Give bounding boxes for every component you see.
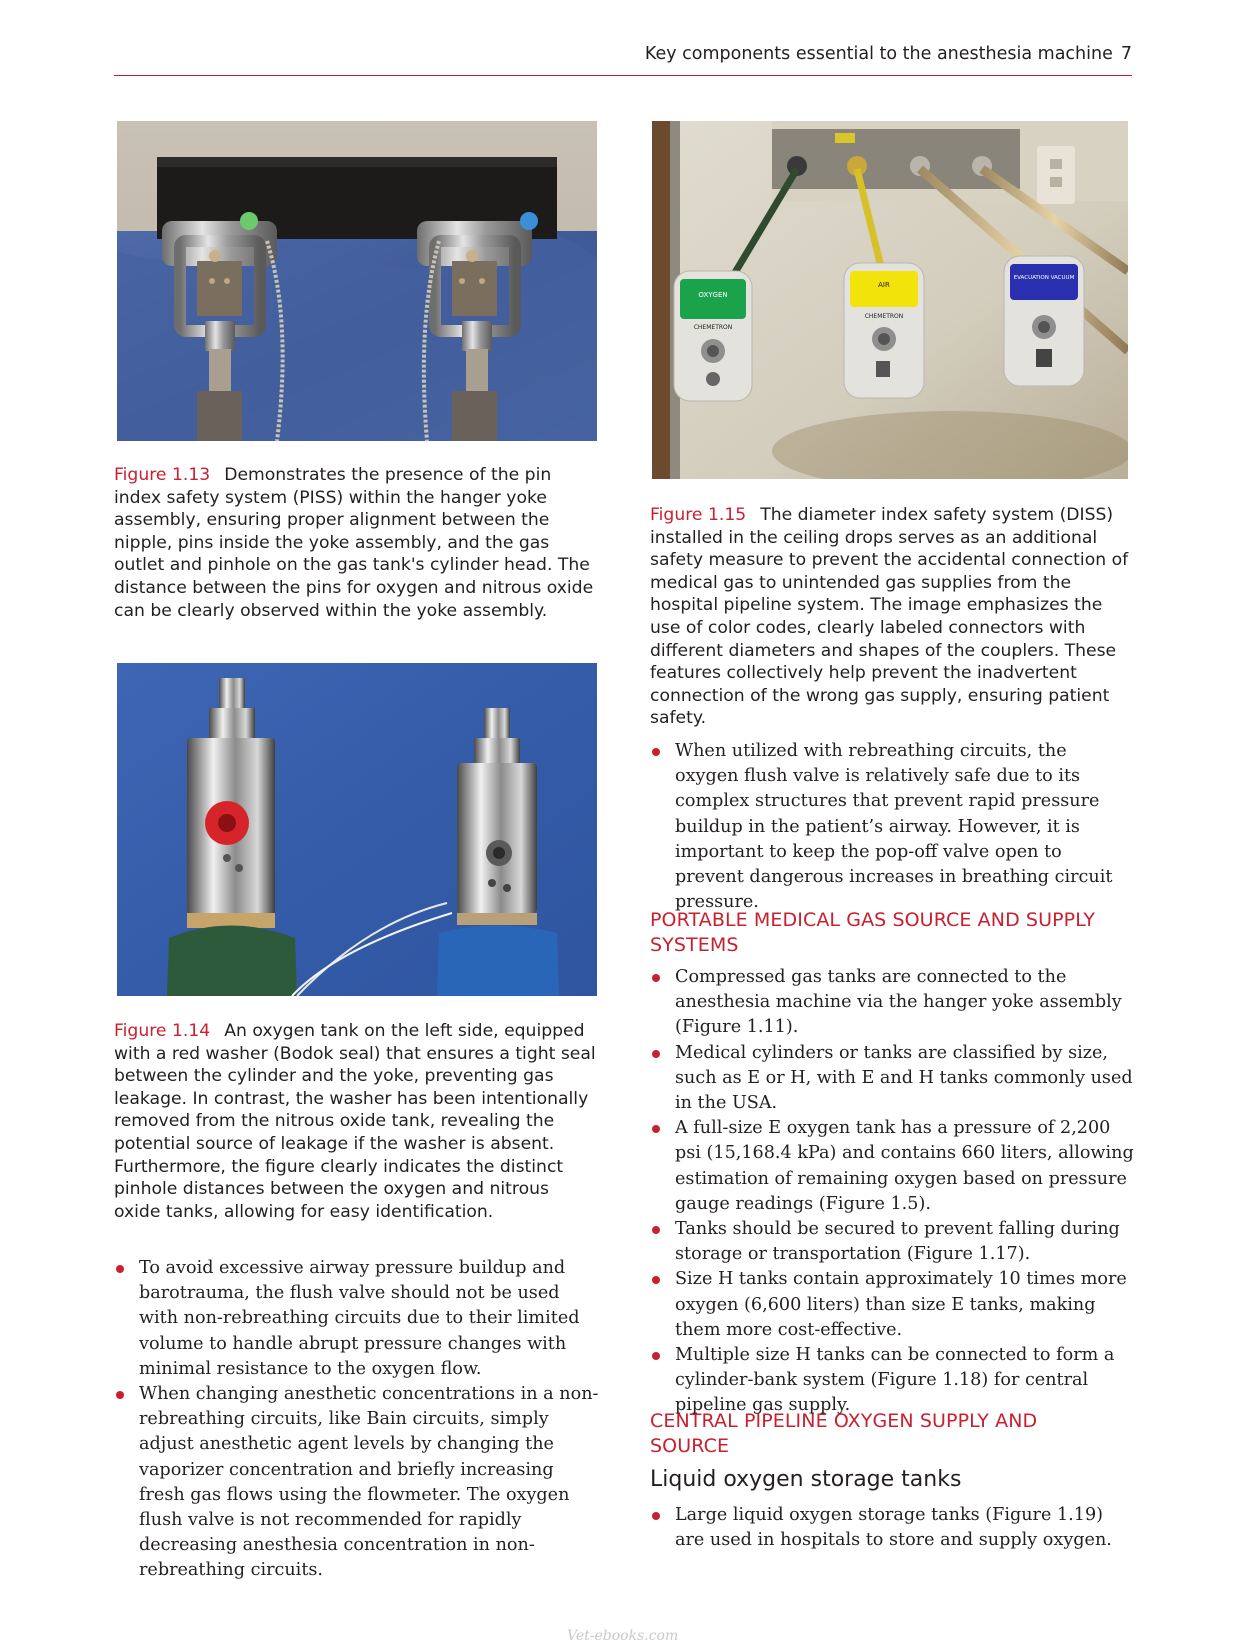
list-item-text: Medical cylinders or tanks are classified by size, such as E or H, with E and H tanks commonly used in the USA.	[675, 1042, 1133, 1114]
page-number: 7	[1120, 44, 1132, 64]
list-item-text: Tanks should be secured to prevent falling during storage or transportation (Figure 1.17).	[675, 1219, 1120, 1265]
oxygen-diss-coupler	[674, 271, 752, 401]
figure-1-13-caption-text: Demonstrates the presence of the pin index safety system (PISS) within the hanger yoke assembly, ensuring proper alignment between the nipple, pins inside the yoke assembly, and the gas outlet and pinhole on the gas tank's cylinder head. The distance between the pins for oxygen and nitrous oxide can be clearly observed within the yoke assembly.	[114, 465, 594, 621]
bullet-icon	[652, 1050, 660, 1058]
air-diss-coupler	[844, 263, 924, 398]
bullet-icon	[116, 1391, 124, 1399]
oxygen-label: OXYGEN	[698, 291, 728, 299]
list-item-text: Multiple size H tanks can be connected to form a cylinder-bank system (Figure 1.18) for central pipeline gas supply.	[675, 1345, 1115, 1416]
running-header	[645, 44, 1132, 64]
bullet-icon	[652, 1276, 660, 1284]
list-item	[650, 1217, 1134, 1267]
section-heading-central-pipeline: CENTRAL PIPELINE OXYGEN SUPPLY AND SOURCE	[650, 1410, 1038, 1457]
bullet-icon	[652, 1226, 660, 1234]
figure-1-14-photo	[117, 663, 597, 996]
running-title: Key components essential to the anesthesia machine	[644, 44, 1113, 64]
figure-1-15-caption	[650, 504, 1136, 730]
bullet-icon	[116, 1265, 124, 1273]
bullet-icon	[652, 974, 660, 982]
figure-1-14-label: Figure 1.14	[114, 1021, 211, 1041]
subheading-liquid-oxygen: Liquid oxygen storage tanks	[650, 1467, 962, 1492]
list-item	[650, 739, 1134, 915]
portable-bullet-list	[650, 965, 1134, 1419]
bullet-icon	[652, 1352, 660, 1360]
header-rule	[114, 75, 1132, 76]
list-item-text: Large liquid oxygen storage tanks (Figure 1.19) are used in hospitals to store and supply oxygen.	[675, 1505, 1112, 1551]
left-bullet-list	[114, 1256, 600, 1584]
bullet-icon	[652, 748, 660, 756]
list-item	[114, 1382, 600, 1584]
figure-1-13-label: Figure 1.13	[114, 465, 211, 485]
list-item	[650, 965, 1134, 1041]
watermark: Vet-ebooks.com	[567, 1628, 679, 1644]
list-item	[650, 1116, 1134, 1217]
list-item-text: Compressed gas tanks are connected to the anesthesia machine via the hanger yoke assembly (Figure 1.11).	[675, 967, 1122, 1038]
figure-1-15-photo	[652, 121, 1128, 479]
figure-1-13-photo	[117, 121, 597, 441]
list-item	[650, 1343, 1134, 1419]
air-label: AIR	[878, 281, 890, 289]
central-bullet-list	[650, 1503, 1134, 1553]
list-item-text: A full-size E oxygen tank has a pressure of 2,200 psi (15,168.4 kPa) and contains 660 liters, allowing estimation of remaining oxygen based on pressure gauge readings (Figure 1.5).	[675, 1118, 1134, 1214]
list-item	[114, 1256, 600, 1382]
list-item-text: When utilized with rebreathing circuits, the oxygen flush valve is relatively safe due to its complex structures that prevent rapid pressure buildup in the patient’s airway. However, it is important to keep the pop-off valve open to prevent dangerous increases in breathing circuit pressure.	[675, 741, 1113, 913]
right-top-bullet-list	[650, 739, 1134, 915]
figure-1-15-caption-text: The diameter index safety system (DISS) installed in the ceiling drops serves as an additional safety measure to prevent the accidental connection of medical gas to unintended gas supplies from the hospital pipeline system. The image emphasizes the use of color codes, clearly labeled connectors with different diameters and shapes of the couplers. These features collectively help prevent the inadvertent connection of the wrong gas supply, ensuring patient safety.	[650, 505, 1129, 729]
list-item-text: When changing anesthetic concentrations in a non-rebreathing circuits, like Bain circuits, simply adjust anesthetic agent levels by changing the vaporizer concentration and briefly increasing fresh gas flows using the flowmeter. The oxygen flush valve is not recommended for rapidly decreasing anesthesia concentration in non-rebreathing circuits.	[139, 1384, 599, 1581]
evacuation-diss-coupler	[1004, 256, 1084, 386]
list-item	[650, 1041, 1134, 1117]
bullet-icon	[652, 1125, 660, 1133]
list-item	[650, 1267, 1134, 1343]
list-item-text: To avoid excessive airway pressure buildup and barotrauma, the flush valve should not be used with non-rebreathing circuits due to their limited volume to handle abrupt pressure changes with minimal resistance to the oxygen flow.	[139, 1258, 580, 1379]
list-item-text: Size H tanks contain approximately 10 times more oxygen (6,600 liters) than size E tanks, making them more cost-effective.	[675, 1269, 1127, 1340]
bullet-icon	[652, 1512, 660, 1520]
figure-1-13-caption	[114, 464, 600, 622]
brand-label: CHEMETRON	[864, 313, 904, 320]
figure-1-15-label: Figure 1.15	[650, 505, 747, 525]
evacuation-label: EVACUATION VACUUM	[1013, 275, 1075, 281]
figure-1-14-caption-text: An oxygen tank on the left side, equipped with a red washer (Bodok seal) that ensures a tight seal between the cylinder and the yoke, preventing gas leakage. In contrast, the washer has been intentionally removed from the nitrous oxide tank, revealing the potential source of leakage if the washer is absent. Furthermore, the figure clearly indicates the distinct pinhole distances between the oxygen and nitrous oxide tanks, allowing for easy identification.	[114, 1021, 596, 1222]
brand-label: CHEMETRON	[693, 324, 733, 331]
list-item	[650, 1503, 1134, 1553]
section-heading-portable: PORTABLE MEDICAL GAS SOURCE AND SUPPLY SYSTEMS	[650, 909, 1096, 956]
figure-1-14-caption	[114, 1020, 600, 1223]
